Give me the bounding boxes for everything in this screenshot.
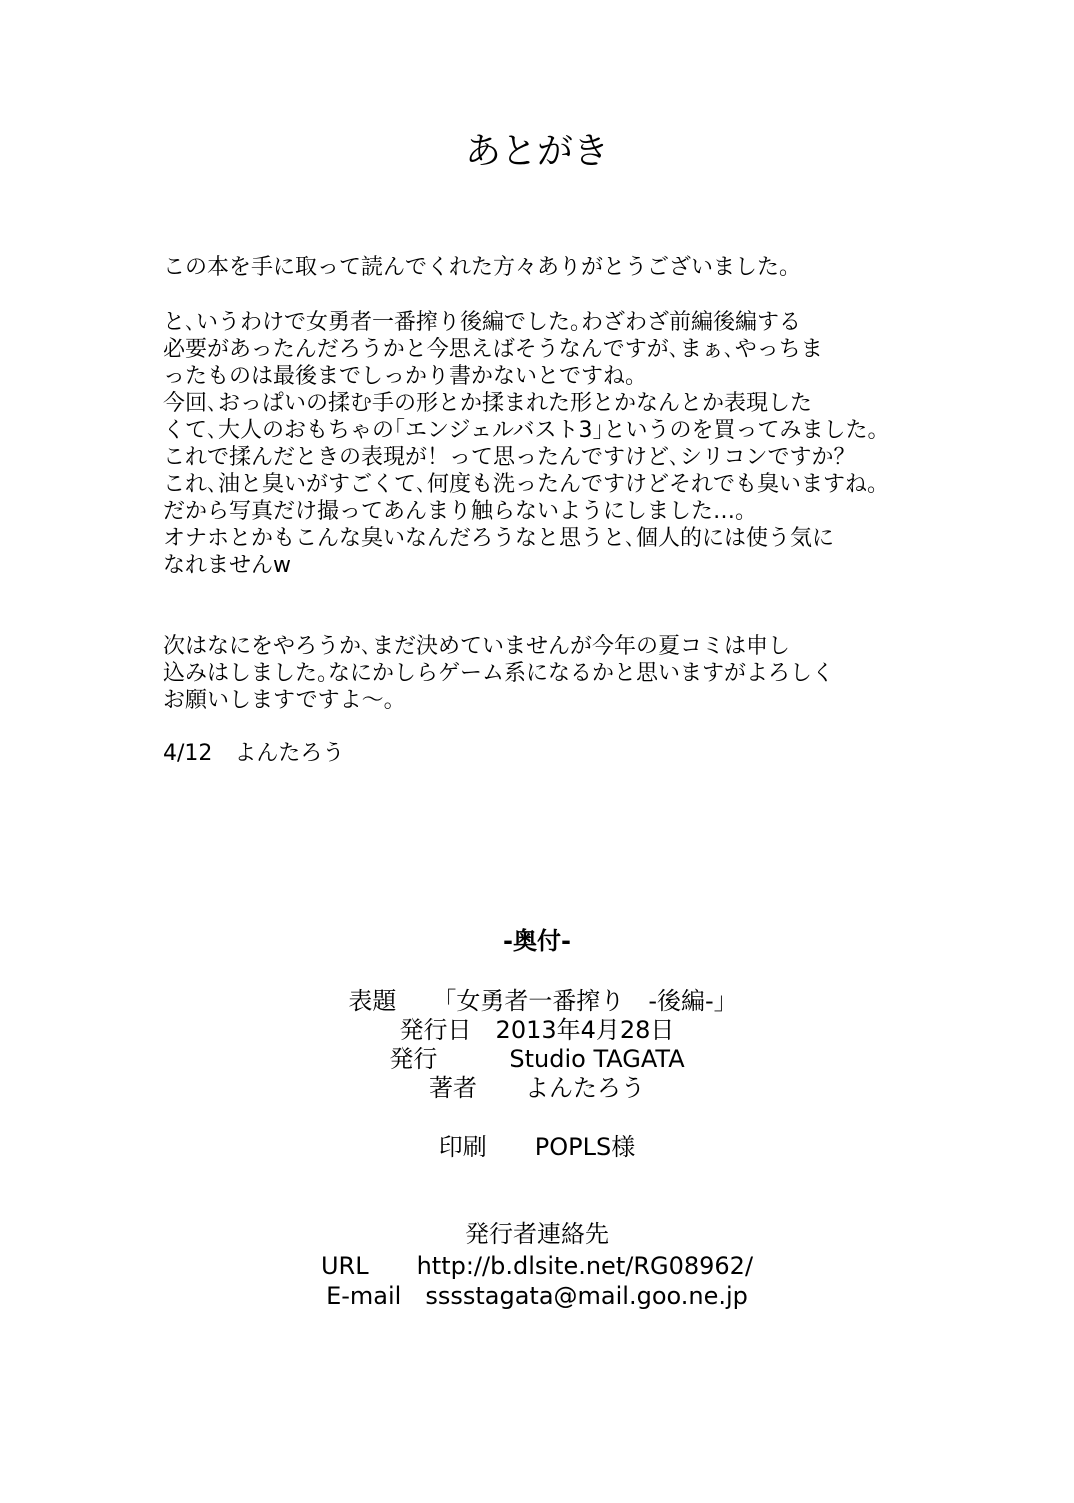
signature: 4/12 よんたろう — [163, 741, 345, 766]
colophon-date-value: 2013年4月28日 — [495, 1016, 675, 1044]
colophon-author-row — [0, 1073, 1074, 1103]
colophon-printer-label: 印刷 — [438, 1133, 487, 1161]
page-title: あとがき — [464, 131, 609, 172]
text-line: だから写真だけ撮ってあんまり触らないようにしました…。 — [163, 499, 758, 524]
colophon-printer-value: POPLS様 — [534, 1133, 636, 1161]
colophon-date-row — [0, 1015, 1074, 1045]
colophon-heading: -奥付- — [503, 927, 571, 955]
text-line: 今回､おっぱいの揉む手の形とか揉まれた形とかなんとか表現した — [163, 391, 813, 416]
colophon-date-label: 発行日 — [399, 1016, 472, 1044]
text-line: 次はなにをやろうか､まだ決めていませんが今年の夏コミは申し — [163, 634, 791, 659]
text-line: ったものは最後までしっかり書かないとですね。 — [163, 364, 648, 389]
contact-url-label: URL — [320, 1252, 369, 1280]
colophon-title-row — [0, 986, 1074, 1016]
colophon-publisher-value: Studio TAGATA — [509, 1045, 685, 1073]
text-line: これで揉んだときの表現が！って思ったんですけど､シリコンですか？ — [163, 445, 856, 470]
contact-email-label: E-mail — [326, 1282, 402, 1310]
contact-heading: 発行者連絡先 — [465, 1220, 609, 1248]
colophon-title-value: ｢女勇者一番搾り -後編-｣ — [444, 987, 726, 1015]
afterword-body — [163, 254, 1043, 767]
contact-url-value: http://b.dlsite.net/RG08962/ — [416, 1252, 754, 1280]
colophon-title-label: 表題 — [348, 987, 397, 1015]
text-line: この本を手に取って読んでくれた方々ありがとうございました。 — [163, 255, 802, 280]
contact-email-value: sssstagata@mail.goo.ne.jp — [425, 1282, 748, 1310]
colophon-printer-row — [0, 1132, 1074, 1162]
colophon-publisher-row — [0, 1044, 1074, 1074]
contact-email-row — [0, 1281, 1074, 1311]
text-line: くて､大人のおもちゃの｢エンジェルバスト3｣というのを買ってみました。 — [163, 418, 890, 443]
colophon-author-label: 著者 — [429, 1074, 477, 1102]
text-line: オナホとかもこんな臭いなんだろうなと思うと､個人的には使う気に — [163, 526, 835, 551]
text-line: これ､油と臭いがすごくて､何度も洗ったんですけどそれでも臭いますね。 — [163, 472, 890, 497]
text-line: なれませんw — [163, 553, 291, 578]
colophon-publisher-label: 発行 — [389, 1045, 438, 1073]
text-line: お願いしますですよ～。 — [163, 688, 406, 713]
text-line: 込みはしました｡なにかしらゲーム系になるかと思いますがよろしく — [163, 661, 835, 686]
text-line: 必要があったんだろうかと今思えばそうなんですが､まぁ､やっちま — [163, 337, 823, 362]
text-line: と､いうわけで女勇者一番搾り後編でした｡わざわざ前編後編する — [163, 310, 802, 335]
contact-url-row — [0, 1251, 1074, 1281]
colophon-author-value: よんたろう — [525, 1074, 645, 1102]
